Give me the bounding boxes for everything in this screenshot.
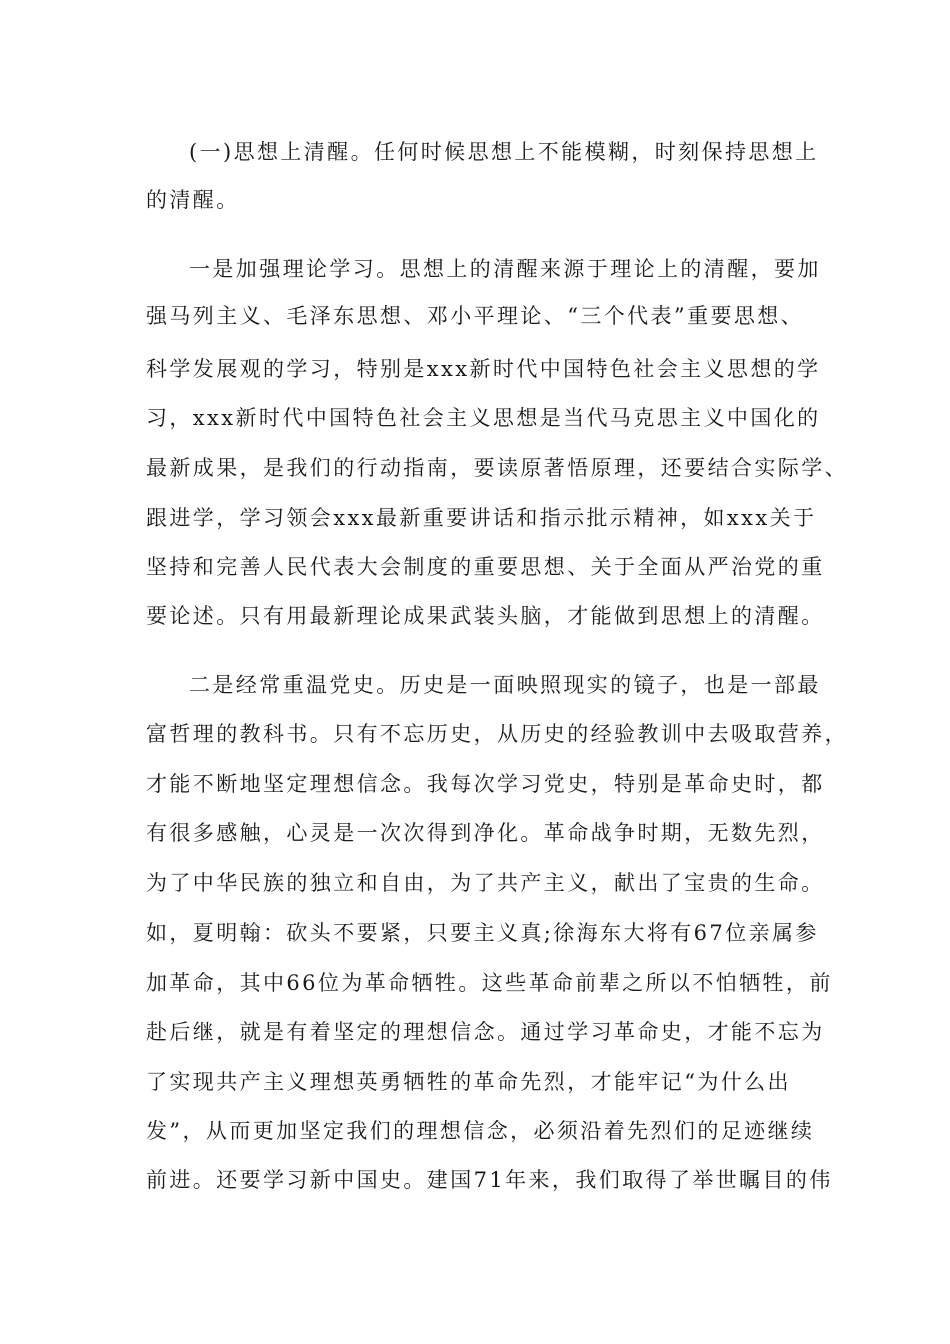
- paragraph-line: 如，夏明翰：砍头不要紧，只要主义真;徐海东大将有67位亲属参: [146, 921, 819, 945]
- paragraph-line: 前进。还要学习新中国史。建国71年来，我们取得了举世瞩目的伟: [146, 1168, 833, 1192]
- paragraph-line: (一)思想上清醒。任何时候思想上不能模糊，时刻保持思想上: [189, 140, 819, 164]
- paragraph-line: 要论述。只有用最新理论成果武装头脑，才能做到思想上的清醒。: [146, 604, 825, 628]
- paragraph-line: 富哲理的教科书。只有不忘历史，从历史的经验教训中去吸取营养，: [146, 722, 848, 746]
- paragraph-line: 最新成果，是我们的行动指南，要读原著悟原理，还要结合实际学、: [146, 456, 848, 480]
- paragraph-line: 加革命，其中66位为革命牺牲。这些革命前辈之所以不怕牺牲，前: [146, 971, 833, 995]
- paragraph-line: 跟进学，学习领会xxx最新重要讲话和指示批示精神，如xxx关于: [146, 506, 817, 530]
- paragraph-line: 的清醒。: [146, 188, 240, 212]
- paragraph-line: 发”，从而更加坚定我们的理想信念，必须沿着先烈们的足迹继续: [146, 1119, 815, 1143]
- paragraph-line: 一是加强理论学习。思想上的清醒来源于理论上的清醒，要加: [189, 257, 821, 281]
- paragraph-line: 才能不断地坚定理想信念。我每次学习党史，特别是革命史时，都: [146, 772, 825, 796]
- paragraph-line: 强马列主义、毛泽东思想、邓小平理论、“三个代表”重要思想、: [146, 304, 805, 328]
- paragraph-line: 为了中华民族的独立和自由，为了共产主义，献出了宝贵的生命。: [146, 871, 825, 895]
- paragraph-line: 科学发展观的学习，特别是xxx新时代中国特色社会主义思想的学: [146, 357, 821, 381]
- paragraph-line: 有很多感触，心灵是一次次得到净化。革命战争时期，无数先烈，: [146, 821, 825, 845]
- paragraph-line: 习，xxx新时代中国特色社会主义思想是当代马克思主义中国化的: [146, 406, 821, 430]
- paragraph-line: 了实现共产主义理想英勇牺牲的革命先烈，才能牢记“为什么出: [146, 1070, 791, 1094]
- paragraph-line: 坚持和完善人民代表大会制度的重要思想、关于全面从严治党的重: [146, 555, 825, 579]
- paragraph-line: 二是经常重温党史。历史是一面映照现实的镜子，也是一部最: [189, 673, 821, 697]
- paragraph-line: 赴后继，就是有着坚定的理想信念。通过学习革命史，才能不忘为: [146, 1020, 825, 1044]
